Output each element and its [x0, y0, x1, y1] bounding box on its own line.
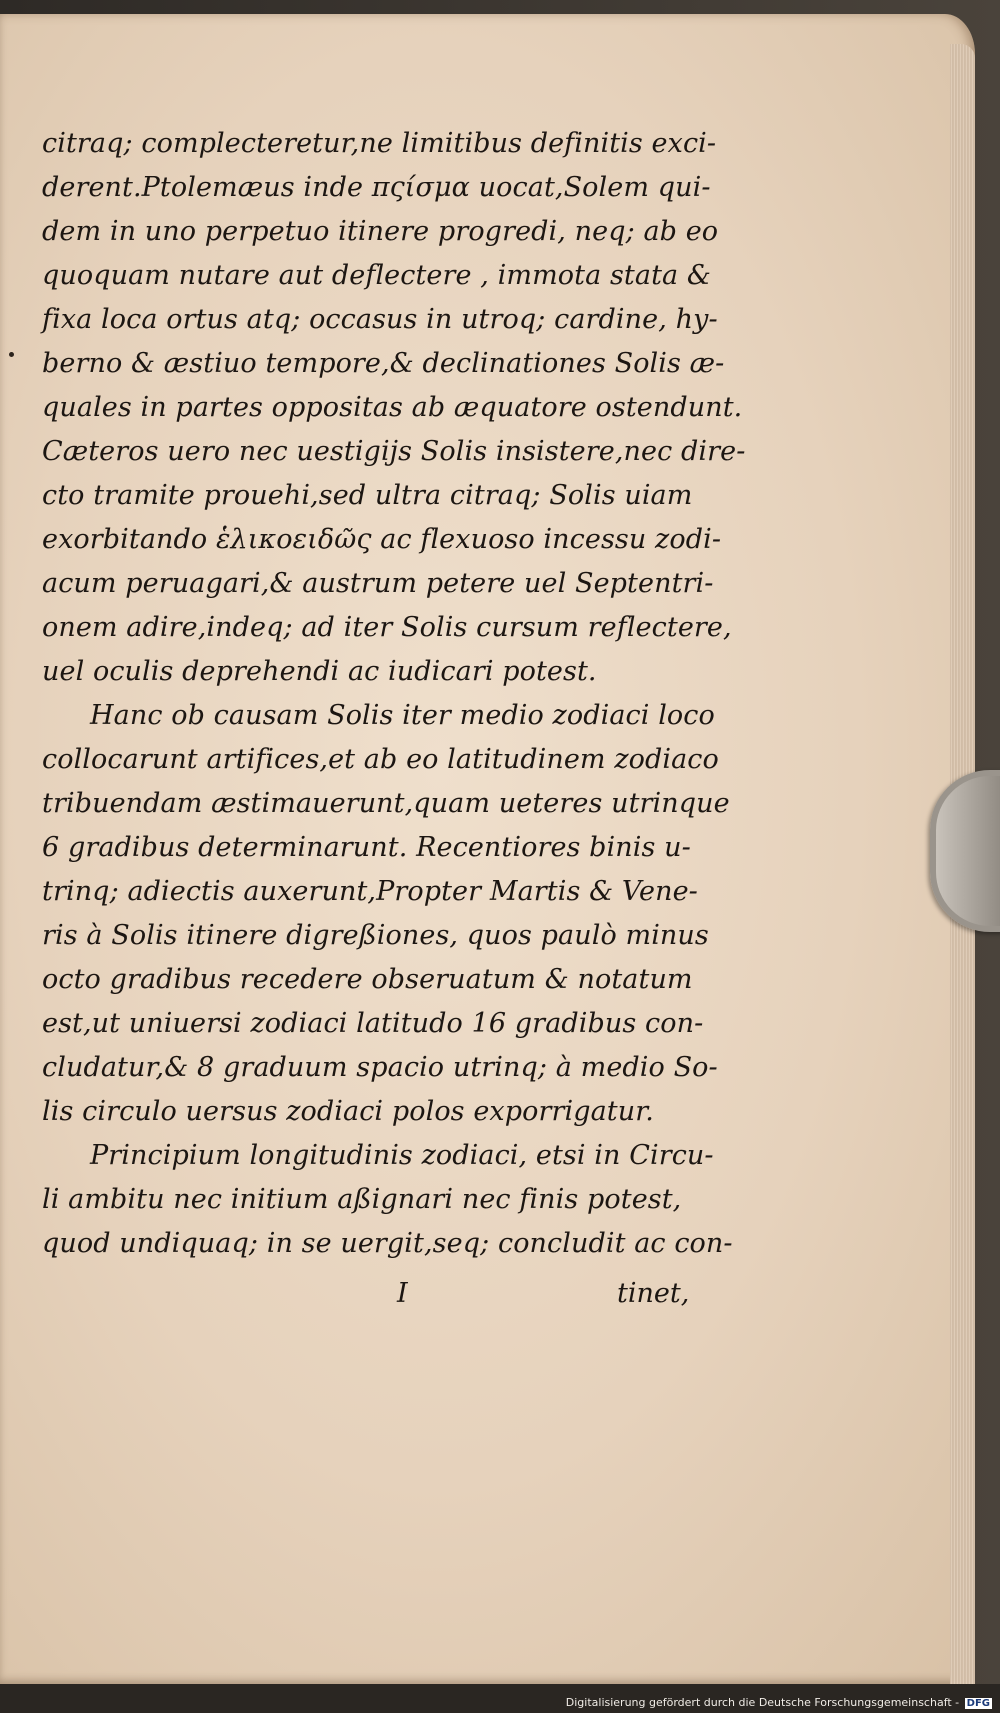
text-line: trinq; adiectis auxerunt,Propter Martis & Vene-: [42, 876, 698, 907]
text-line: tribuendam æstimauerunt,quam ueteres utrinque: [42, 788, 730, 819]
page-foot-row: [42, 1272, 712, 1316]
text-line: collocarunt artifices,et ab eo latitudinem zodiaco: [42, 744, 719, 775]
text-line: lis circulo uersus zodiaci polos exporrigatur.: [42, 1096, 654, 1127]
text-line: quales in partes oppositas ab æquatore ostendunt.: [42, 392, 743, 423]
text-line: fixa loca ortus atq; occasus in utroq; cardine, hy-: [42, 304, 718, 335]
credit-text: Digitalisierung gefördert durch die Deutsche Forschungsgemeinschaft -: [565, 1696, 960, 1709]
text-line: cludatur,& 8 graduum spacio utrinq; à medio So-: [42, 1052, 718, 1083]
text-line: dem in uno perpetuo itinere progredi, neq; ab eo: [42, 216, 719, 247]
signature-mark: I: [397, 1278, 408, 1309]
text-line: cto tramite prouehi,sed ultra citraq; Solis uiam: [42, 480, 693, 511]
text-line: 6 gradibus determinarunt. Recentiores binis u-: [42, 832, 691, 863]
text-line: Cæteros uero nec uestigijs Solis insistere,nec dire-: [42, 436, 746, 467]
text-line: est,ut uniuersi zodiaci latitudo 16 gradibus con-: [42, 1008, 704, 1039]
page-text: [42, 122, 746, 1316]
text-line: citraq; complecteretur,ne limitibus definitis exci-: [42, 128, 717, 159]
text-line: li ambitu nec initium aßignari nec finis potest,: [42, 1184, 682, 1215]
catchword: tinet,: [617, 1278, 690, 1309]
book-page: [0, 14, 975, 1684]
text-line: berno & æstiuo tempore,& declinationes Solis æ-: [42, 348, 725, 379]
text-line: onem adire,indeq; ad iter Solis cursum reflectere,: [42, 612, 732, 643]
text-line: acum peruagari,& austrum petere uel Septentri-: [42, 568, 714, 599]
paragraph-start-line: Hanc ob causam Solis iter medio zodiaci loco: [90, 700, 715, 731]
text-line: exorbitando ἑλικοειδῶς ac flexuoso incessu zodi-: [42, 524, 722, 555]
text-line: quoquam nutare aut deflectere , immota stata &: [42, 260, 712, 291]
text-line: uel oculis deprehendi ac iudicari potest.: [42, 656, 597, 687]
text-line: derent.Ptolemæus inde πςίσμα uocat,Solem qui-: [42, 172, 711, 203]
paragraph-start-line: Principium longitudinis zodiaci, etsi in Circu-: [90, 1140, 714, 1171]
dfg-logo-icon: DFG: [966, 1697, 990, 1709]
digitization-credit: [566, 1696, 992, 1709]
text-line: octo gradibus recedere obseruatum & notatum: [42, 964, 693, 995]
ink-speck: [9, 352, 14, 357]
text-line: ris à Solis itinere digreßiones, quos paulò minus: [42, 920, 709, 951]
text-line: quod undiquaq; in se uergit,seq; concludit ac con-: [42, 1228, 733, 1259]
